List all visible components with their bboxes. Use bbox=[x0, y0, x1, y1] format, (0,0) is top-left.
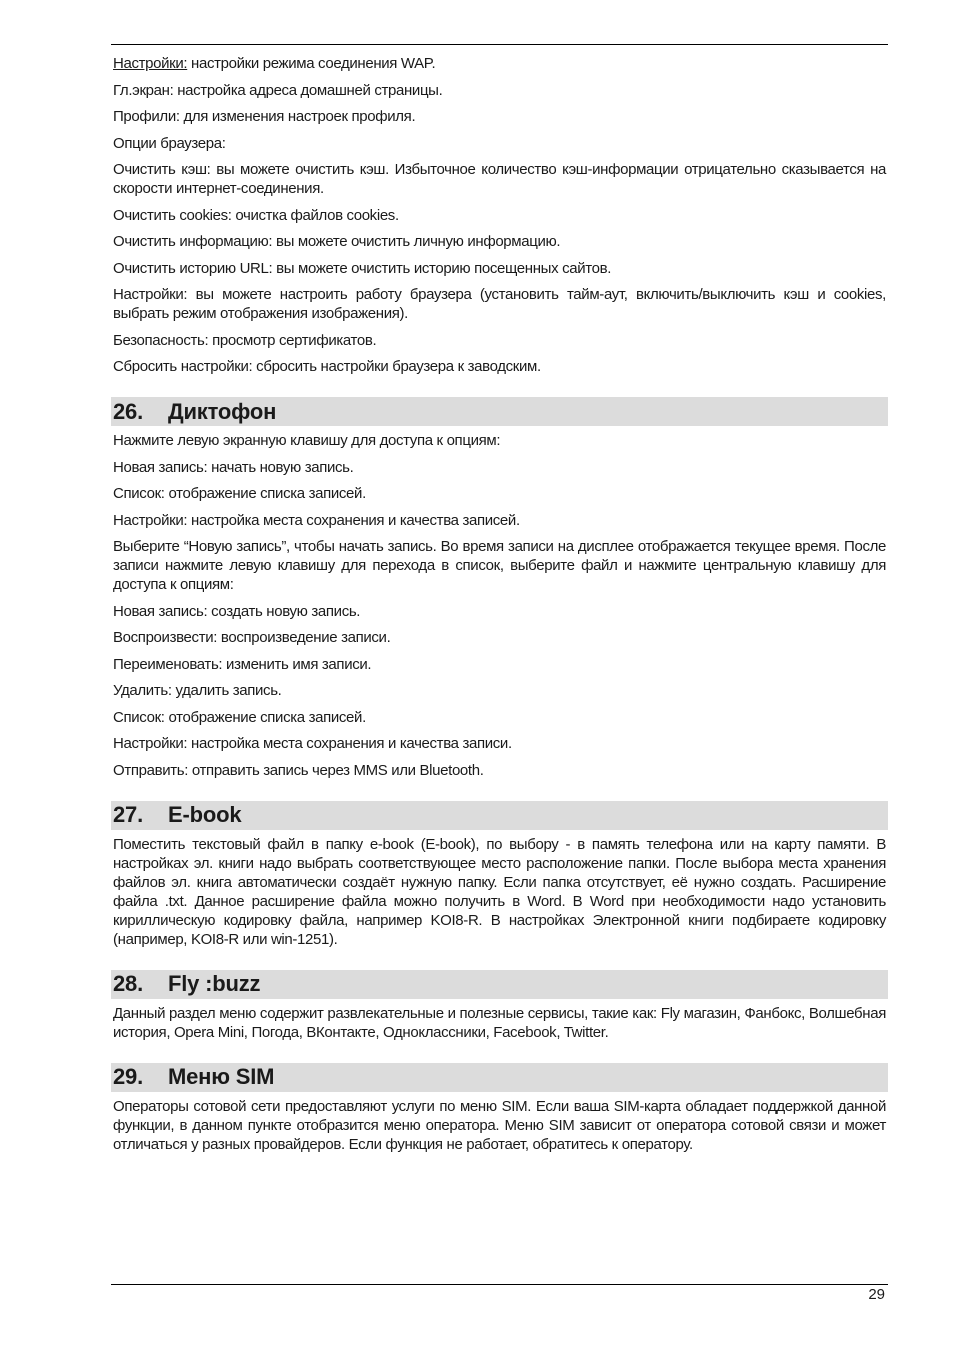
paragraph: Удалить: удалить запись. bbox=[113, 682, 282, 699]
section-sim-menu bbox=[113, 1063, 886, 1154]
settings-term: Настройки: bbox=[113, 55, 188, 72]
section-heading bbox=[111, 1063, 888, 1092]
section-number: 28. bbox=[113, 971, 143, 996]
paragraph: Воспроизвести: воспроизведение записи. bbox=[113, 629, 391, 646]
section-number: 26. bbox=[113, 398, 143, 424]
section-fly-buzz bbox=[113, 970, 886, 1042]
section-number: 29. bbox=[113, 1064, 143, 1089]
paragraph: Очистить информацию: вы можете очистить личную информацию. bbox=[113, 233, 561, 250]
paragraph: Гл.экран: настройка адреса домашней страницы. bbox=[113, 81, 443, 99]
paragraph: Новая запись: начать новую запись. bbox=[113, 458, 354, 476]
paragraph: Настройки: вы можете настроить работу браузера (установить тайм-аут, включить/выключить кэш и cookies, выбрать режим отображения изображения). bbox=[113, 286, 886, 322]
paragraph: Отправить: отправить запись через MMS или Bluetooth. bbox=[113, 761, 484, 779]
paragraph: Операторы сотовой сети предоставляют услуги по меню SIM. Если ваша SIM-карта обладает поддержкой данной функции, в данном пункте отобразится меню оператора. Меню SIM зависит от оператора сотовой связи и может отличаться у разных провайдеров. Если функция не работает, обратитесь к оператору. bbox=[113, 1097, 886, 1153]
paragraph: Выберите “Новую запись”, чтобы начать запись. Во время записи на дисплее отображается текущее время. После записи нажмите левую клавишу для перехода в список, выберите файл и нажмите центральную клавишу для доступа к опциям: bbox=[113, 538, 886, 593]
paragraph bbox=[113, 54, 886, 73]
paragraph: Профили: для изменения настроек профиля. bbox=[113, 108, 416, 125]
section-title: Fly :buzz bbox=[168, 971, 261, 996]
section-number: 27. bbox=[113, 802, 143, 827]
paragraph: Опции браузера: bbox=[113, 134, 226, 152]
paragraph: Список: отображение списка записей. bbox=[113, 485, 366, 502]
paragraph: Список: отображение списка записей. bbox=[113, 708, 366, 726]
section-ebook bbox=[113, 801, 886, 949]
section-title: Меню SIM bbox=[168, 1064, 275, 1089]
paragraph: Поместить текстовый файл в папку e-book (E-book), по выбору - в память телефона или на карту памяти. В настройках эл. книги надо выбрать соответствующее место расположение папки. После выбора места хранения файлов эл. книга автоматически создаёт нужную папку. Если папка отсутствует, её нужно создать. Расширение файла .txt. Данное расширение файла можно получить в Word. В Word при необходимости надо установить кириллическую кодировку файла, например KOI8-R. В настройках Электронной книги подбираете кодировку (например, KOI8-R или win-1251). bbox=[113, 835, 886, 948]
paragraph: Настройки: настройка места сохранения и качества записи. bbox=[113, 735, 512, 752]
paragraph: Очистить историю URL: вы можете очистить историю посещенных сайтов. bbox=[113, 259, 612, 277]
paragraph: Нажмите левую экранную клавишу для доступа к опциям: bbox=[113, 432, 501, 449]
section-title: E-book bbox=[168, 802, 242, 827]
paragraph: Очистить кэш: вы можете очистить кэш. Избыточное количество кэш-информации отрицательно сказывается на скорости интернет-соединения. bbox=[113, 161, 886, 197]
paragraph: Очистить cookies: очистка файлов cookies. bbox=[113, 206, 399, 224]
section-heading bbox=[111, 970, 888, 999]
paragraph: Сбросить настройки: сбросить настройки браузера к заводским. bbox=[113, 358, 541, 375]
paragraph: Данный раздел меню содержит развлекательные и полезные сервисы, такие как: Fly магазин, Фанбокс, Волшебная история, Opera Mini, Погода, ВКонтакте, Одноклассники, Facebook, Twitter. bbox=[113, 1004, 886, 1041]
section-dictaphone bbox=[113, 397, 886, 780]
section-heading bbox=[111, 801, 888, 830]
settings-description: настройки режима соединения WAP. bbox=[187, 55, 436, 72]
page-content bbox=[113, 54, 886, 1161]
paragraph: Переименовать: изменить имя записи. bbox=[113, 655, 372, 673]
paragraph: Настройки: настройка места сохранения и качества записей. bbox=[113, 511, 520, 529]
top-rule bbox=[111, 44, 888, 45]
bottom-rule bbox=[111, 1284, 888, 1285]
section-title: Диктофон bbox=[168, 398, 277, 424]
browser-options bbox=[113, 54, 886, 376]
paragraph: Безопасность: просмотр сертификатов. bbox=[113, 331, 377, 349]
page-number: 29 bbox=[868, 1286, 885, 1303]
section-heading bbox=[111, 397, 888, 426]
paragraph: Новая запись: создать новую запись. bbox=[113, 602, 361, 620]
